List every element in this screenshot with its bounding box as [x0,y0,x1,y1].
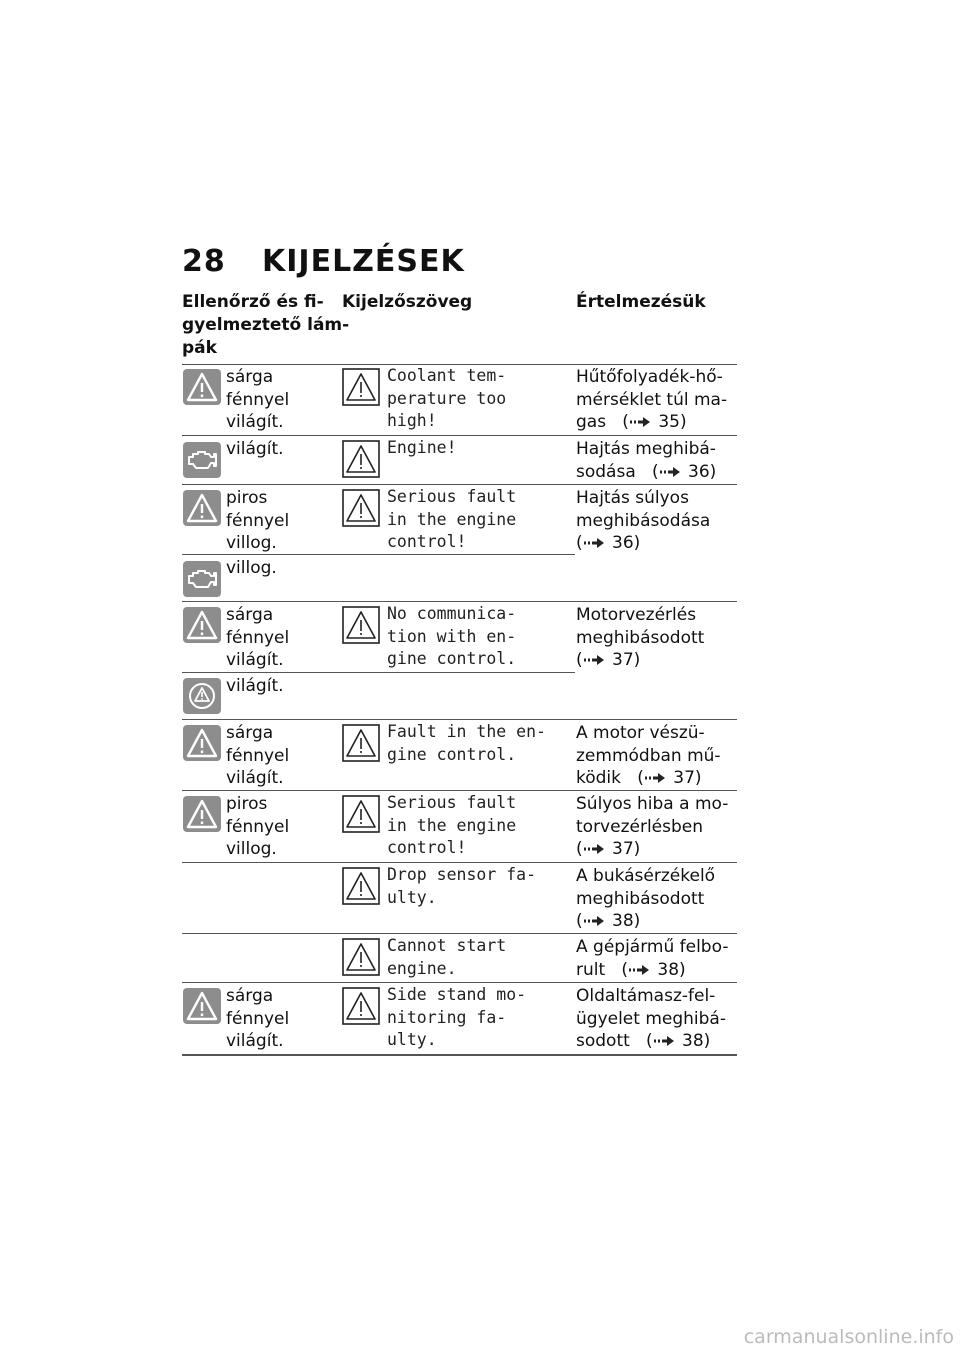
table-rule [182,484,737,485]
watermark-logo: carmanualsonline.info [743,1326,954,1348]
page-reference[interactable]: 37) [612,650,641,670]
warning-triangle-icon [183,796,221,832]
meaning-label: A gépjármű felbo- rult [576,937,729,980]
engine-icon [183,561,221,597]
warning-triangle-icon [183,607,221,643]
meaning-text: Hajtás meghibá- sodása ( 36) [576,439,717,482]
lamp-status-text: piros fénnyel villog. [226,794,290,859]
engine-icon [183,442,221,478]
warning-triangle-icon [183,369,221,405]
meaning-text: Oldaltámasz-fel- ügyelet meghibá- sodott ( 38) [576,986,726,1051]
meaning-text: A gépjármű felbo- rult ( 38) [576,937,729,980]
display-message: Drop sensor fa- ulty. [387,865,537,907]
page-reference-arrow-icon [644,772,668,784]
display-message: Coolant tem- perature too high! [387,366,507,430]
table-rule [182,601,737,602]
column-header-display: Kijelzőszöveg [342,292,473,312]
display-message: Serious fault in the engine control! [387,793,517,857]
lamp-status-text: világít. [226,676,284,696]
page-reference-arrow-icon [628,964,652,976]
display-warning-icon [342,795,380,833]
meaning-label: Hajtás súlyos meghibásodása ( [576,488,711,553]
display-warning-icon [342,867,380,905]
display-warning-icon [342,938,380,976]
lamp-status-text: villog. [226,558,277,578]
page-reference-arrow-icon [583,537,607,549]
page-reference[interactable]: 37) [612,839,641,859]
display-warning-icon [342,440,380,478]
display-message: Fault in the en- gine control. [387,722,546,764]
section-title: KIJELZÉSEK [262,244,465,279]
page-reference[interactable]: 38) [612,911,641,931]
page-reference[interactable]: 35) [658,412,687,432]
meaning-text [576,487,710,555]
table-rule [182,790,737,791]
page-reference-arrow-icon [583,843,607,855]
page-number: 28 [182,244,226,279]
display-warning-icon [342,489,380,527]
lamp-status-text: sárga fénnyel világít. [226,367,290,432]
page-reference-arrow-icon [583,654,607,666]
drive-warning-icon [183,678,221,714]
column-header-meaning: Értelmezésük [576,292,706,312]
page-reference-arrow-icon [659,466,683,478]
display-message: Engine! [387,438,457,457]
meaning-label: A motor vészü- zemmódban mű- ködik [576,723,721,788]
table-rule [182,1054,737,1056]
lamp-status-text: világít. [226,439,284,459]
meaning-text [576,793,728,861]
table-rule [182,435,737,436]
display-warning-icon [342,606,380,644]
table-rule [182,672,575,673]
display-message: Side stand mo- nitoring fa- ulty. [387,985,527,1049]
display-message: No communica- tion with en- gine control. [387,604,517,668]
meaning-text [576,604,704,672]
warning-triangle-icon [183,490,221,526]
page-reference-arrow-icon [629,416,653,428]
page-title [182,244,465,279]
page-reference-arrow-icon [583,915,607,927]
page-reference[interactable]: 38) [682,1031,711,1051]
page-reference[interactable]: 37) [673,768,702,788]
meaning-label: A bukásérzékelő meghibásodott ( [576,866,716,931]
column-header-lamps: Ellenőrző és fi- gyelmeztető lám- pák [182,292,350,358]
lamp-status-text: sárga fénnyel világít. [226,723,290,788]
meaning-text [576,865,715,933]
table-rule [182,862,737,863]
warning-triangle-icon [183,725,221,761]
page-reference[interactable]: 36) [612,533,641,553]
display-message: Cannot start engine. [387,936,507,978]
display-message: Serious fault in the engine control! [387,487,517,551]
page-reference[interactable]: 38) [657,959,686,980]
warning-triangle-icon [183,988,221,1024]
table-rule [182,719,737,720]
page-reference-arrow-icon [653,1035,677,1047]
table-rule [182,933,737,934]
display-warning-icon [342,724,380,762]
meaning-label: Súlyos hiba a mo- torvezérlésben ( [576,794,729,859]
display-warning-icon [342,987,380,1025]
table-rule [182,982,737,983]
meaning-label: Hűtőfolyadék-hő- mérséklet túl ma- gas [576,367,728,432]
meaning-label: Motorvezérlés meghibásodott ( [576,605,705,670]
lamp-status-text: piros fénnyel villog. [226,488,290,553]
meaning-text: Hűtőfolyadék-hő- mérséklet túl ma- gas ( 35) [576,367,728,432]
page-reference[interactable]: 36) [688,461,717,482]
meaning-text: A motor vészü- zemmódban mű- ködik ( 37) [576,723,721,788]
display-warning-icon [342,368,380,406]
lamp-status-text: sárga fénnyel világít. [226,986,290,1051]
lamp-status-text: sárga fénnyel világít. [226,605,290,670]
meaning-label: Hajtás meghibá- sodása [576,439,716,482]
meaning-label: Oldaltámasz-fel- ügyelet meghibá- sodott [576,986,726,1051]
